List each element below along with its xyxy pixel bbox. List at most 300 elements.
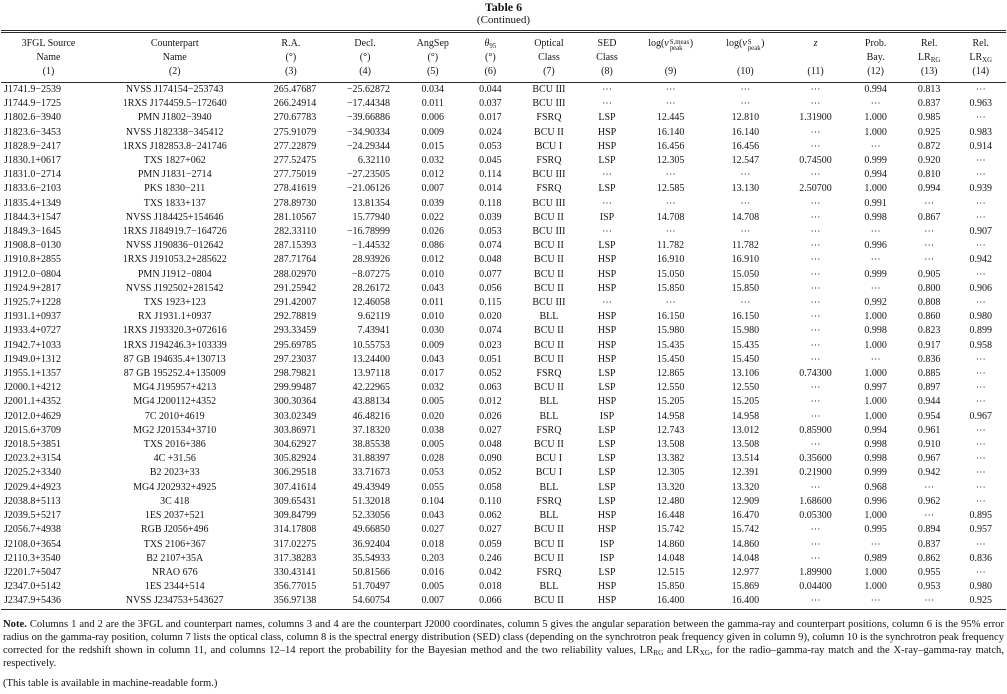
cell-redshift: ⋯ — [810, 254, 821, 266]
cell-rel-lr-xg: 0.958 — [969, 339, 992, 351]
cell-3fgl-source-name: J1949.0+1312 — [4, 353, 62, 365]
cell-prob-bay: 0.989 — [864, 552, 887, 564]
table-row — [1, 225, 1006, 239]
cell-counterpart-name: B2 2107+35A — [146, 552, 204, 564]
cell-decl: 13.24400 — [352, 353, 390, 365]
cell-log-nu-peak-meas: 12.305 — [656, 155, 685, 167]
cell-rel-lr-xg: 0.836 — [969, 552, 992, 564]
cell-optical-class: BCU II — [534, 439, 564, 451]
cell-rel-lr-xg: 0.942 — [969, 254, 992, 266]
cell-angsep: 0.018 — [421, 538, 445, 550]
table-row — [1, 523, 1006, 537]
cell-angsep: 0.005 — [421, 581, 445, 593]
cell-angsep: 0.010 — [421, 311, 445, 323]
table-row — [1, 310, 1006, 324]
cell-optical-class: BCU II — [534, 211, 564, 223]
cell-rel-lr-rg: 0.860 — [917, 311, 941, 323]
table-row — [1, 395, 1006, 409]
cell-angsep: 0.009 — [421, 339, 445, 351]
cell-rel-lr-rg: 0.962 — [917, 495, 941, 507]
cell-prob-bay: 1.000 — [864, 368, 887, 380]
cell-counterpart-name: MG2 J201534+3710 — [133, 424, 217, 436]
cell-optical-class: BCU I — [535, 467, 563, 479]
cell-redshift: 1.68600 — [799, 495, 832, 507]
cell-angsep: 0.026 — [421, 226, 445, 238]
cell-optical-class: BCU II — [534, 325, 564, 337]
cell-optical-class: BCU III — [532, 84, 566, 95]
cell-log-nu-peak: 13.106 — [731, 368, 760, 380]
cell-counterpart-name: 1RXS J193320.3+072616 — [122, 325, 227, 337]
cell-rel-lr-xg: ⋯ — [975, 396, 986, 408]
cell-theta95: 0.052 — [479, 368, 502, 380]
cell-ra: 309.65431 — [273, 495, 317, 507]
column-header-theta95: $\theta_{95}$ (°) (6) — [484, 38, 497, 77]
cell-ra: 314.17808 — [273, 524, 317, 536]
cell-angsep: 0.007 — [421, 183, 445, 195]
cell-theta95: 0.090 — [479, 453, 502, 465]
cell-log-nu-peak: 12.550 — [731, 382, 760, 394]
cell-theta95: 0.027 — [479, 524, 502, 536]
cell-decl: 15.77940 — [352, 211, 390, 223]
cell-counterpart-name: NVSS J184425+154646 — [125, 211, 224, 223]
cell-ra: 300.30364 — [273, 396, 317, 408]
cell-3fgl-source-name: J2201.7+5047 — [4, 566, 62, 578]
cell-ra: 295.69785 — [273, 339, 317, 351]
cell-redshift: ⋯ — [810, 197, 821, 209]
table-row — [1, 353, 1006, 367]
cell-decl: −27.23505 — [346, 169, 390, 181]
table-head — [1, 32, 1006, 83]
cell-counterpart-name: B2 2023+33 — [149, 467, 200, 479]
cell-ra: 304.62927 — [273, 439, 317, 451]
table-row — [1, 97, 1006, 111]
cell-optical-class: BCU III — [532, 297, 566, 309]
cell-redshift: ⋯ — [810, 595, 821, 607]
cell-angsep: 0.005 — [421, 396, 445, 408]
cell-redshift: 0.21900 — [799, 467, 832, 479]
cell-redshift: ⋯ — [810, 410, 821, 422]
cell-rel-lr-rg: 0.836 — [917, 353, 941, 365]
cell-theta95: 0.027 — [479, 424, 502, 436]
cell-angsep: 0.005 — [421, 439, 445, 451]
cell-prob-bay: ⋯ — [870, 254, 881, 266]
cell-ra: 277.52475 — [273, 155, 317, 167]
cell-ra: 356.97138 — [273, 595, 317, 607]
cell-redshift: 2.50700 — [799, 183, 832, 195]
cell-rel-lr-xg: ⋯ — [975, 268, 986, 280]
cell-angsep: 0.032 — [421, 155, 445, 167]
cell-log-nu-peak-meas: 15.450 — [656, 353, 685, 365]
table-row — [1, 538, 1006, 552]
cell-angsep: 0.020 — [421, 410, 445, 422]
cell-angsep: 0.015 — [421, 140, 445, 152]
table-row — [1, 438, 1006, 452]
cell-ra: 317.38283 — [273, 552, 317, 564]
cell-optical-class: BLL — [539, 396, 559, 408]
cell-ra: 306.29518 — [273, 467, 317, 479]
cell-counterpart-name: MG4 J200112+4352 — [133, 396, 217, 408]
cell-theta95: 0.026 — [479, 410, 502, 422]
cell-prob-bay: 0.999 — [864, 467, 887, 479]
cell-decl: 50.81566 — [352, 566, 390, 578]
cell-sed-class: LSP — [598, 495, 616, 507]
column-header-3fgl-source-name: 3FGL Source Name (1) — [21, 38, 76, 77]
cell-decl: 28.26172 — [352, 282, 390, 294]
cell-prob-bay: 0.998 — [864, 453, 887, 465]
cell-theta95: 0.039 — [479, 211, 502, 223]
cell-3fgl-source-name: J1830.1+0617 — [4, 155, 62, 167]
cell-redshift: ⋯ — [810, 297, 821, 309]
cell-theta95: 0.056 — [479, 282, 502, 294]
column-header-sed-class: SED Class (8) — [596, 38, 618, 77]
cell-rel-lr-xg: 0.899 — [969, 325, 992, 337]
table-row — [1, 367, 1006, 381]
cell-log-nu-peak: 13.012 — [731, 424, 760, 436]
cell-3fgl-source-name: J2025.2+3340 — [4, 467, 62, 479]
cell-3fgl-source-name: J1844.3+1547 — [4, 211, 62, 223]
cell-rel-lr-rg: 0.885 — [917, 368, 941, 380]
cell-decl: 52.33056 — [352, 510, 390, 522]
cell-counterpart-name: PMN J1802−3940 — [137, 112, 212, 124]
cell-rel-lr-xg: 0.906 — [969, 282, 992, 294]
cell-sed-class: ISP — [599, 211, 615, 223]
cell-3fgl-source-name: J2347.0+5142 — [4, 581, 62, 593]
cell-angsep: 0.027 — [421, 524, 445, 536]
cell-3fgl-source-name: J1910.8+2855 — [4, 254, 62, 266]
cell-redshift: 0.85900 — [799, 424, 832, 436]
cell-angsep: 0.011 — [421, 98, 444, 110]
cell-redshift: ⋯ — [810, 226, 821, 238]
cell-theta95: 0.020 — [479, 311, 502, 323]
cell-log-nu-peak-meas: 15.205 — [656, 396, 685, 408]
cell-decl: 10.55753 — [352, 339, 390, 351]
cell-decl: 38.85538 — [352, 439, 390, 451]
cell-sed-class: LSP — [598, 467, 616, 479]
cell-redshift: ⋯ — [810, 439, 821, 451]
column-header-rel-lr-xg: Rel. $LR_{XG}$ (14) — [969, 38, 992, 77]
cell-theta95: 0.077 — [479, 268, 502, 280]
cell-sed-class: ⋯ — [601, 84, 612, 95]
cell-decl: 42.22965 — [352, 382, 390, 394]
cell-angsep: 0.032 — [421, 382, 445, 394]
cell-3fgl-source-name: J2001.1+4352 — [4, 396, 62, 408]
table-title-block — [0, 0, 1007, 27]
cell-rel-lr-rg: 0.862 — [917, 552, 941, 564]
cell-log-nu-peak-meas: 13.382 — [656, 453, 685, 465]
table-row — [1, 594, 1006, 609]
cell-angsep: 0.055 — [421, 481, 445, 493]
table-row — [1, 580, 1006, 594]
cell-log-nu-peak-meas: 13.320 — [656, 481, 685, 493]
cell-log-nu-peak: 16.150 — [731, 311, 760, 323]
cell-counterpart-name: 3C 418 — [160, 495, 190, 507]
cell-rel-lr-rg: 0.808 — [917, 297, 941, 309]
cell-ra: 330.43141 — [273, 566, 317, 578]
cell-ra: 293.33459 — [273, 325, 317, 337]
table-row — [1, 296, 1006, 310]
cell-log-nu-peak-meas: 13.508 — [656, 439, 685, 451]
cell-log-nu-peak-meas: 14.860 — [656, 538, 685, 550]
cell-rel-lr-rg: 0.810 — [917, 169, 941, 181]
cell-redshift: 1.31900 — [799, 112, 832, 124]
cell-angsep: 0.053 — [421, 467, 445, 479]
cell-ra: 287.15393 — [273, 240, 317, 252]
cell-angsep: 0.104 — [421, 495, 445, 507]
column-header-log-nu-peak-meas: log(ν S,meas peak ) (9) — [648, 38, 694, 77]
cell-decl: 9.62119 — [357, 311, 390, 323]
cell-log-nu-peak: 13.130 — [731, 183, 760, 195]
cell-log-nu-peak-meas: 16.140 — [656, 126, 685, 138]
cell-log-nu-peak: 15.435 — [731, 339, 760, 351]
cell-rel-lr-rg: 0.872 — [917, 140, 941, 152]
cell-log-nu-peak-meas: 15.050 — [656, 268, 685, 280]
column-header-redshift: z (11) — [807, 38, 824, 77]
cell-optical-class: BCU II — [534, 538, 564, 550]
cell-theta95: 0.044 — [479, 84, 502, 95]
cell-counterpart-name: TXS 1833+137 — [143, 197, 206, 209]
cell-redshift: 0.35600 — [799, 453, 832, 465]
cell-theta95: 0.074 — [479, 325, 502, 337]
cell-optical-class: BLL — [539, 311, 559, 323]
cell-theta95: 0.114 — [479, 169, 502, 181]
cell-theta95: 0.059 — [479, 538, 502, 550]
cell-log-nu-peak: 15.450 — [731, 353, 760, 365]
cell-redshift: ⋯ — [810, 240, 821, 252]
table-row — [1, 381, 1006, 395]
table-row — [1, 339, 1006, 353]
cell-angsep: 0.012 — [421, 254, 445, 266]
cell-rel-lr-rg: 0.813 — [917, 84, 941, 95]
cell-counterpart-name: PMN J1831−2714 — [137, 169, 212, 181]
cell-redshift: ⋯ — [810, 382, 821, 394]
cell-rel-lr-rg: 0.894 — [917, 524, 941, 536]
cell-rel-lr-rg: 0.867 — [917, 211, 941, 223]
cell-decl: −34.90334 — [346, 126, 390, 138]
cell-prob-bay: 0.994 — [864, 424, 887, 436]
cell-sed-class: HSP — [597, 524, 617, 536]
cell-log-nu-peak: 14.048 — [731, 552, 760, 564]
availability-note: (This table is available in machine-readable form.) — [3, 677, 218, 689]
cell-counterpart-name: NVSS J174154−253743 — [125, 84, 224, 95]
cell-prob-bay: 1.000 — [864, 183, 887, 195]
cell-log-nu-peak-meas: 12.515 — [656, 566, 685, 578]
cell-optical-class: BCU I — [535, 453, 563, 465]
cell-optical-class: BCU II — [534, 282, 564, 294]
cell-angsep: 0.039 — [421, 197, 445, 209]
cell-log-nu-peak: 13.514 — [731, 453, 760, 465]
cell-ra: 277.75019 — [273, 169, 317, 181]
column-header-counterpart-name: Counterpart Name (2) — [150, 38, 199, 77]
cell-ra: 282.33110 — [274, 226, 317, 238]
table-row — [1, 466, 1006, 480]
cell-sed-class: HSP — [597, 311, 617, 323]
cell-prob-bay: 1.000 — [864, 339, 887, 351]
cell-counterpart-name: RGB J2056+496 — [140, 524, 209, 536]
cell-log-nu-peak-meas: ⋯ — [665, 169, 676, 181]
cell-angsep: 0.010 — [421, 268, 445, 280]
cell-optical-class: FSRQ — [536, 112, 562, 124]
cell-rel-lr-xg: ⋯ — [975, 155, 986, 167]
cell-theta95: 0.062 — [479, 510, 502, 522]
cell-rel-lr-xg: ⋯ — [975, 112, 986, 124]
cell-rel-lr-xg: 0.957 — [969, 524, 992, 536]
cell-decl: 49.66850 — [352, 524, 390, 536]
cell-ra: 356.77015 — [273, 581, 317, 593]
cell-theta95: 0.246 — [479, 552, 502, 564]
cell-log-nu-peak: 15.742 — [731, 524, 760, 536]
cell-angsep: 0.006 — [421, 112, 445, 124]
cell-angsep: 0.012 — [421, 169, 445, 181]
cell-log-nu-peak-meas: 15.850 — [656, 282, 685, 294]
column-header-decl: Decl. (°) (4) — [354, 38, 376, 77]
cell-prob-bay: 1.000 — [864, 112, 887, 124]
cell-optical-class: FSRQ — [536, 566, 562, 578]
cell-rel-lr-rg: 0.837 — [917, 98, 941, 110]
cell-log-nu-peak-meas: 15.742 — [656, 524, 685, 536]
cell-sed-class: HSP — [597, 396, 617, 408]
cell-angsep: 0.022 — [421, 211, 445, 223]
cell-rel-lr-xg: ⋯ — [975, 353, 986, 365]
cell-counterpart-name: 1RXS J182853.8−241746 — [122, 140, 227, 152]
cell-ra: 292.78819 — [273, 311, 317, 323]
cell-sed-class: LSP — [598, 453, 616, 465]
cell-rel-lr-rg: 0.942 — [917, 467, 941, 479]
table-row — [1, 509, 1006, 523]
cell-log-nu-peak-meas: 12.445 — [656, 112, 685, 124]
cell-theta95: 0.048 — [479, 439, 502, 451]
cell-log-nu-peak-meas: 14.048 — [656, 552, 685, 564]
cell-rel-lr-rg: 0.954 — [917, 410, 941, 422]
cell-prob-bay: 0.999 — [864, 155, 887, 167]
column-header-ra: R.A. (°) (3) — [281, 38, 301, 77]
cell-decl: −39.66886 — [346, 112, 390, 124]
cell-ra: 281.10567 — [273, 211, 317, 223]
cell-optical-class: BCU I — [535, 140, 563, 152]
cell-decl: 36.92404 — [352, 538, 390, 550]
cell-log-nu-peak: 16.400 — [731, 595, 760, 607]
cell-redshift: 0.74300 — [799, 368, 832, 380]
cell-rel-lr-rg: ⋯ — [924, 240, 935, 252]
cell-rel-lr-rg: 0.994 — [917, 183, 941, 195]
cell-rel-lr-xg: ⋯ — [975, 453, 986, 465]
cell-log-nu-peak: 15.205 — [731, 396, 760, 408]
cell-3fgl-source-name: J1802.6−3940 — [4, 112, 62, 124]
cell-3fgl-source-name: J1849.3−1645 — [4, 226, 62, 238]
cell-redshift: ⋯ — [810, 339, 821, 351]
cell-optical-class: BCU II — [534, 382, 564, 394]
cell-ra: 265.47687 — [273, 84, 317, 95]
cell-optical-class: BCU II — [534, 524, 564, 536]
cell-prob-bay: 0.999 — [864, 268, 887, 280]
cell-prob-bay: 1.000 — [864, 566, 887, 578]
cell-3fgl-source-name: J2347.9+5436 — [4, 595, 62, 607]
cell-log-nu-peak: 14.860 — [731, 538, 760, 550]
cell-log-nu-peak: 16.470 — [731, 510, 760, 522]
cell-optical-class: BCU II — [534, 353, 564, 365]
cell-decl: −1.44532 — [351, 240, 390, 252]
cell-prob-bay: 1.000 — [864, 581, 887, 593]
cell-counterpart-name: RX J1931.1+0937 — [138, 311, 212, 323]
cell-sed-class: HSP — [597, 339, 617, 351]
cell-rel-lr-xg: ⋯ — [975, 169, 986, 181]
cell-counterpart-name: NRAO 676 — [151, 566, 198, 578]
cell-3fgl-source-name: J2015.6+3709 — [4, 424, 62, 436]
cell-theta95: 0.014 — [479, 183, 502, 195]
table-row — [1, 140, 1006, 154]
cell-log-nu-peak-meas: ⋯ — [665, 98, 676, 110]
cell-3fgl-source-name: J1908.8−0130 — [4, 240, 62, 252]
superscript-subscript-stack: S,meas peak — [669, 38, 690, 53]
cell-3fgl-source-name: J2110.3+3540 — [4, 552, 61, 564]
cell-counterpart-name: NVSS J182338−345412 — [125, 126, 224, 138]
cell-3fgl-source-name: J1925.7+1228 — [4, 297, 62, 309]
cell-log-nu-peak-meas: 14.708 — [656, 211, 685, 223]
cell-ra: 303.02349 — [273, 410, 317, 422]
cell-counterpart-name: 87 GB 194635.4+130713 — [123, 353, 226, 365]
cell-3fgl-source-name: J2056.7+4938 — [4, 524, 62, 536]
cell-angsep: 0.203 — [421, 552, 445, 564]
cell-ra: 291.42007 — [273, 297, 317, 309]
table-row — [1, 126, 1006, 140]
table-row — [1, 111, 1006, 125]
cell-log-nu-peak: 14.708 — [731, 211, 760, 223]
cell-log-nu-peak: ⋯ — [740, 169, 751, 181]
column-header-prob-bay: Prob. Bay. (12) — [864, 38, 887, 77]
cell-redshift: ⋯ — [810, 524, 821, 536]
cell-3fgl-source-name: J1912.0−0804 — [4, 268, 62, 280]
cell-optical-class: BCU II — [534, 595, 564, 607]
cell-3fgl-source-name: J1831.0−2714 — [4, 169, 62, 181]
cell-counterpart-name: TXS 1827+062 — [143, 155, 206, 167]
cell-prob-bay: 0.998 — [864, 211, 887, 223]
cell-rel-lr-xg: 0.925 — [969, 595, 992, 607]
cell-rel-lr-xg: 0.914 — [969, 140, 992, 152]
cell-angsep: 0.011 — [421, 297, 444, 309]
cell-log-nu-peak: 12.977 — [731, 566, 760, 578]
cell-redshift: 1.89900 — [799, 566, 832, 578]
cell-ra: 270.67783 — [273, 112, 317, 124]
cell-prob-bay: 0.995 — [864, 524, 887, 536]
cell-prob-bay: ⋯ — [870, 538, 881, 550]
cell-rel-lr-rg: 0.800 — [917, 282, 941, 294]
cell-prob-bay: ⋯ — [870, 282, 881, 294]
cell-log-nu-peak-meas: 16.910 — [656, 254, 685, 266]
column-header-log-nu-peak: log(ν S peak ) (10) — [726, 38, 765, 77]
cell-decl: 49.43949 — [352, 481, 390, 493]
cell-log-nu-peak: 12.547 — [731, 155, 760, 167]
cell-optical-class: BCU III — [532, 226, 566, 238]
cell-rel-lr-xg: ⋯ — [975, 424, 986, 436]
cell-prob-bay: 1.000 — [864, 410, 887, 422]
cell-prob-bay: 0.998 — [864, 439, 887, 451]
column-header-rel-lr-rg: Rel. $LR_{RG}$ (13) — [918, 38, 941, 77]
cell-theta95: 0.053 — [479, 140, 502, 152]
cell-rel-lr-rg: ⋯ — [924, 226, 935, 238]
cell-ra: 288.02970 — [273, 268, 317, 280]
cell-angsep: 0.028 — [421, 453, 445, 465]
cell-theta95: 0.023 — [479, 339, 502, 351]
cell-rel-lr-xg: ⋯ — [975, 211, 986, 223]
cell-decl: −8.07275 — [351, 268, 390, 280]
cell-optical-class: BCU II — [534, 552, 564, 564]
table-note: Note. Columns 1 and 2 are the 3FGL and counterpart names, columns 3 and 4 are the counterpart J2000 coordinates, column 5 gives the angular separation between the gamma-ray and counterpart positions, column 6 is the 95% error radius on the gamma-ray position, column 7 lists the optical class, column 8 is the spectral energy distribution (SED) class (depending on the synchrotron peak frequency given in column 9), column 10 is the synchrotron peak frequency corrected for the redshift shown in column 11, and columns 12–14 report the probability for the Bayesian method and the two reliability values, $LR_{RG}$ and $LR_{XG}$, for the radio–gamma-ray match and the X-ray–gamma-ray match, respectively. — [3, 618, 1004, 670]
cell-optical-class: FSRQ — [536, 495, 562, 507]
cell-log-nu-peak: 16.140 — [731, 126, 760, 138]
cell-prob-bay: 1.000 — [864, 510, 887, 522]
cell-redshift: ⋯ — [810, 268, 821, 280]
cell-ra: 299.99487 — [273, 382, 317, 394]
cell-prob-bay: 0.992 — [864, 297, 887, 309]
